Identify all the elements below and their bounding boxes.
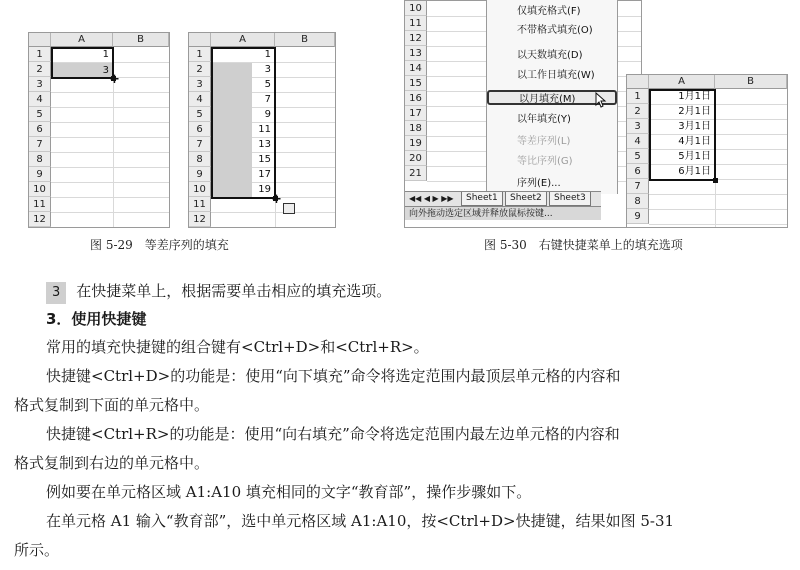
grid-row-line bbox=[51, 152, 169, 153]
grid-row-line bbox=[211, 227, 335, 228]
row-header[interactable]: 1 bbox=[627, 89, 649, 104]
cell-value[interactable]: 17 bbox=[258, 169, 271, 180]
step-number-badge: 3 bbox=[46, 282, 66, 304]
row-header[interactable]: 4 bbox=[29, 92, 51, 107]
cell-value[interactable]: 5 bbox=[264, 79, 271, 90]
cell-a1[interactable]: 1 bbox=[102, 49, 109, 60]
row-header[interactable]: 2 bbox=[627, 104, 649, 119]
cell-value[interactable]: 2月1日 bbox=[678, 106, 711, 117]
row-header[interactable]: 3 bbox=[29, 77, 51, 92]
paragraph-4: 例如要在单元格区域 A1:A10 填充相同的文字“教育部”，操作步骤如下。 bbox=[46, 483, 532, 501]
row-header[interactable]: 9 bbox=[29, 167, 51, 182]
menu-item: 等比序列(G) bbox=[517, 156, 573, 167]
paragraph-3-line-1: 快捷键<Ctrl+R>的功能是：使用“向右填充”命令将选定范围内最左边单元格的内容和 bbox=[46, 425, 620, 443]
grid-row-line bbox=[649, 224, 787, 225]
row-header[interactable]: 15 bbox=[405, 76, 427, 91]
row-header[interactable]: 5 bbox=[29, 107, 51, 122]
grid-row-line bbox=[51, 137, 169, 138]
figure-5-30-caption: 图 5-30 右键快捷菜单上的填充选项 bbox=[484, 238, 683, 252]
row-header[interactable]: 13 bbox=[405, 46, 427, 61]
row-header[interactable]: 19 bbox=[405, 136, 427, 151]
column-header-a[interactable]: A bbox=[51, 33, 113, 47]
row-header[interactable]: 3 bbox=[189, 77, 211, 92]
row-header[interactable]: 4 bbox=[627, 134, 649, 149]
paragraph-5-line-2: 所示。 bbox=[14, 541, 60, 559]
fig29-left-sheet bbox=[28, 32, 170, 228]
grid-row-line bbox=[649, 209, 787, 210]
row-header[interactable]: 2 bbox=[189, 62, 211, 77]
grid-row-line bbox=[51, 182, 169, 183]
fill-handle[interactable] bbox=[713, 178, 718, 183]
grid-row-line bbox=[649, 194, 787, 195]
cell-value[interactable]: 13 bbox=[258, 139, 271, 150]
row-header[interactable]: 12 bbox=[189, 212, 211, 227]
row-header[interactable]: 5 bbox=[627, 149, 649, 164]
row-header[interactable]: 10 bbox=[189, 182, 211, 197]
tab-sheet1[interactable]: Sheet1 bbox=[461, 192, 503, 206]
menu-item[interactable]: 序列(E)... bbox=[517, 178, 561, 189]
row-header[interactable]: 20 bbox=[405, 151, 427, 166]
row-header[interactable]: 16 bbox=[405, 91, 427, 106]
column-header-a[interactable]: A bbox=[211, 33, 275, 47]
grid-row-line bbox=[211, 212, 335, 213]
row-header[interactable]: 8 bbox=[627, 194, 649, 209]
figure-5-29-caption: 图 5-29 等差序列的填充 bbox=[90, 238, 229, 252]
column-header-b[interactable]: B bbox=[715, 75, 787, 89]
grid-row-line bbox=[51, 92, 169, 93]
row-header[interactable]: 6 bbox=[189, 122, 211, 137]
step-3 bbox=[14, 280, 800, 304]
row-header[interactable]: 1 bbox=[189, 47, 211, 62]
paragraph-3-line-2: 格式复制到右边的单元格中。 bbox=[14, 454, 210, 472]
column-header-a[interactable]: A bbox=[649, 75, 715, 89]
row-header[interactable]: 10 bbox=[29, 182, 51, 197]
row-header[interactable]: 5 bbox=[189, 107, 211, 122]
cell-value[interactable]: 19 bbox=[258, 184, 271, 195]
cell-value[interactable]: 4月1日 bbox=[678, 136, 711, 147]
cell-a2[interactable]: 3 bbox=[102, 65, 109, 76]
section-heading: 3．使用快捷键 bbox=[46, 310, 147, 328]
menu-item[interactable]: 不带格式填充(O) bbox=[517, 25, 593, 36]
tab-nav-icon[interactable]: ◀◀ ◀ ▶ ▶▶ bbox=[409, 194, 454, 203]
row-header[interactable]: 8 bbox=[189, 152, 211, 167]
cell-value[interactable]: 3 bbox=[264, 64, 271, 75]
paragraph-2-line-1: 快捷键<Ctrl+D>的功能是：使用“向下填充”命令将选定范围内最顶层单元格的内容和 bbox=[46, 367, 621, 385]
column-header-b[interactable]: B bbox=[275, 33, 335, 47]
menu-item: 等差序列(L) bbox=[517, 136, 571, 147]
row-header[interactable]: 11 bbox=[29, 197, 51, 212]
cell-value[interactable]: 1月1日 bbox=[678, 91, 711, 102]
menu-item[interactable]: 以月填充(M) bbox=[487, 90, 617, 105]
row-header[interactable]: 7 bbox=[627, 179, 649, 194]
menu-item[interactable]: 以年填充(Y) bbox=[517, 114, 571, 125]
crosshair-cursor-icon: + bbox=[109, 72, 120, 87]
row-header[interactable]: 1 bbox=[29, 47, 51, 62]
column-header-b[interactable]: B bbox=[113, 33, 169, 47]
auto-fill-options-icon[interactable] bbox=[283, 203, 295, 214]
row-header[interactable]: 8 bbox=[29, 152, 51, 167]
row-header[interactable]: 17 bbox=[405, 106, 427, 121]
cell-value[interactable]: 15 bbox=[258, 154, 271, 165]
tab-sheet3[interactable]: Sheet3 bbox=[549, 192, 591, 206]
corner-header bbox=[627, 75, 649, 89]
row-header[interactable]: 7 bbox=[29, 137, 51, 152]
menu-item[interactable]: 仅填充格式(F) bbox=[517, 6, 581, 17]
row-header[interactable]: 12 bbox=[29, 212, 51, 227]
tab-sheet2[interactable]: Sheet2 bbox=[505, 192, 547, 206]
cell-value[interactable]: 11 bbox=[258, 124, 271, 135]
grid-row-line bbox=[51, 107, 169, 108]
row-header[interactable]: 11 bbox=[405, 16, 427, 31]
row-header[interactable]: 3 bbox=[627, 119, 649, 134]
row-header[interactable]: 12 bbox=[405, 31, 427, 46]
grid-row-line bbox=[51, 197, 169, 198]
row-header[interactable]: 21 bbox=[405, 166, 427, 181]
grid-row-line bbox=[51, 167, 169, 168]
corner-header bbox=[189, 33, 211, 47]
row-header[interactable]: 14 bbox=[405, 61, 427, 76]
sheet-tab-bar bbox=[405, 191, 601, 206]
cell-value[interactable]: 5月1日 bbox=[678, 151, 711, 162]
row-header[interactable]: 6 bbox=[29, 122, 51, 137]
cell-value[interactable]: 7 bbox=[264, 94, 271, 105]
paragraph-1: 常用的填充快捷键的组合键有<Ctrl+D>和<Ctrl+R>。 bbox=[46, 338, 429, 356]
menu-item[interactable]: 以天数填充(D) bbox=[517, 50, 583, 61]
paragraph-5-line-1: 在单元格 A1 输入“教育部”，选中单元格区域 A1:A10，按<Ctrl+D>快捷键，结果如图 5-31 bbox=[46, 512, 675, 530]
row-header[interactable]: 9 bbox=[627, 209, 649, 224]
fig29-right-sheet bbox=[188, 32, 336, 228]
grid-row-line bbox=[51, 212, 169, 213]
corner-header bbox=[29, 33, 51, 47]
row-header[interactable]: 9 bbox=[189, 167, 211, 182]
status-text: 向外拖动选定区域并释放鼠标按键... bbox=[409, 209, 553, 219]
row-header[interactable]: 2 bbox=[29, 62, 51, 77]
step-text: 在快捷菜单上，根据需要单击相应的填充选项。 bbox=[76, 282, 392, 300]
grid-row-line bbox=[51, 227, 169, 228]
row-header[interactable]: 4 bbox=[189, 92, 211, 107]
grid-row-line bbox=[51, 122, 169, 123]
row-header[interactable]: 18 bbox=[405, 121, 427, 136]
mouse-pointer-icon bbox=[595, 92, 607, 112]
cell-value[interactable]: 1 bbox=[264, 49, 271, 60]
paragraph-2-line-2: 格式复制到下面的单元格中。 bbox=[14, 396, 210, 414]
status-bar bbox=[405, 206, 601, 220]
row-header[interactable]: 7 bbox=[189, 137, 211, 152]
row-header[interactable]: 10 bbox=[405, 1, 427, 16]
menu-item[interactable]: 以工作日填充(W) bbox=[517, 70, 595, 81]
crosshair-cursor-icon: + bbox=[271, 192, 282, 207]
row-header[interactable]: 11 bbox=[189, 197, 211, 212]
fig30-small-sheet bbox=[626, 74, 788, 228]
cell-value[interactable]: 3月1日 bbox=[678, 121, 711, 132]
row-header[interactable]: 6 bbox=[627, 164, 649, 179]
cell-value[interactable]: 6月1日 bbox=[678, 166, 711, 177]
cell-value[interactable]: 9 bbox=[264, 109, 271, 120]
